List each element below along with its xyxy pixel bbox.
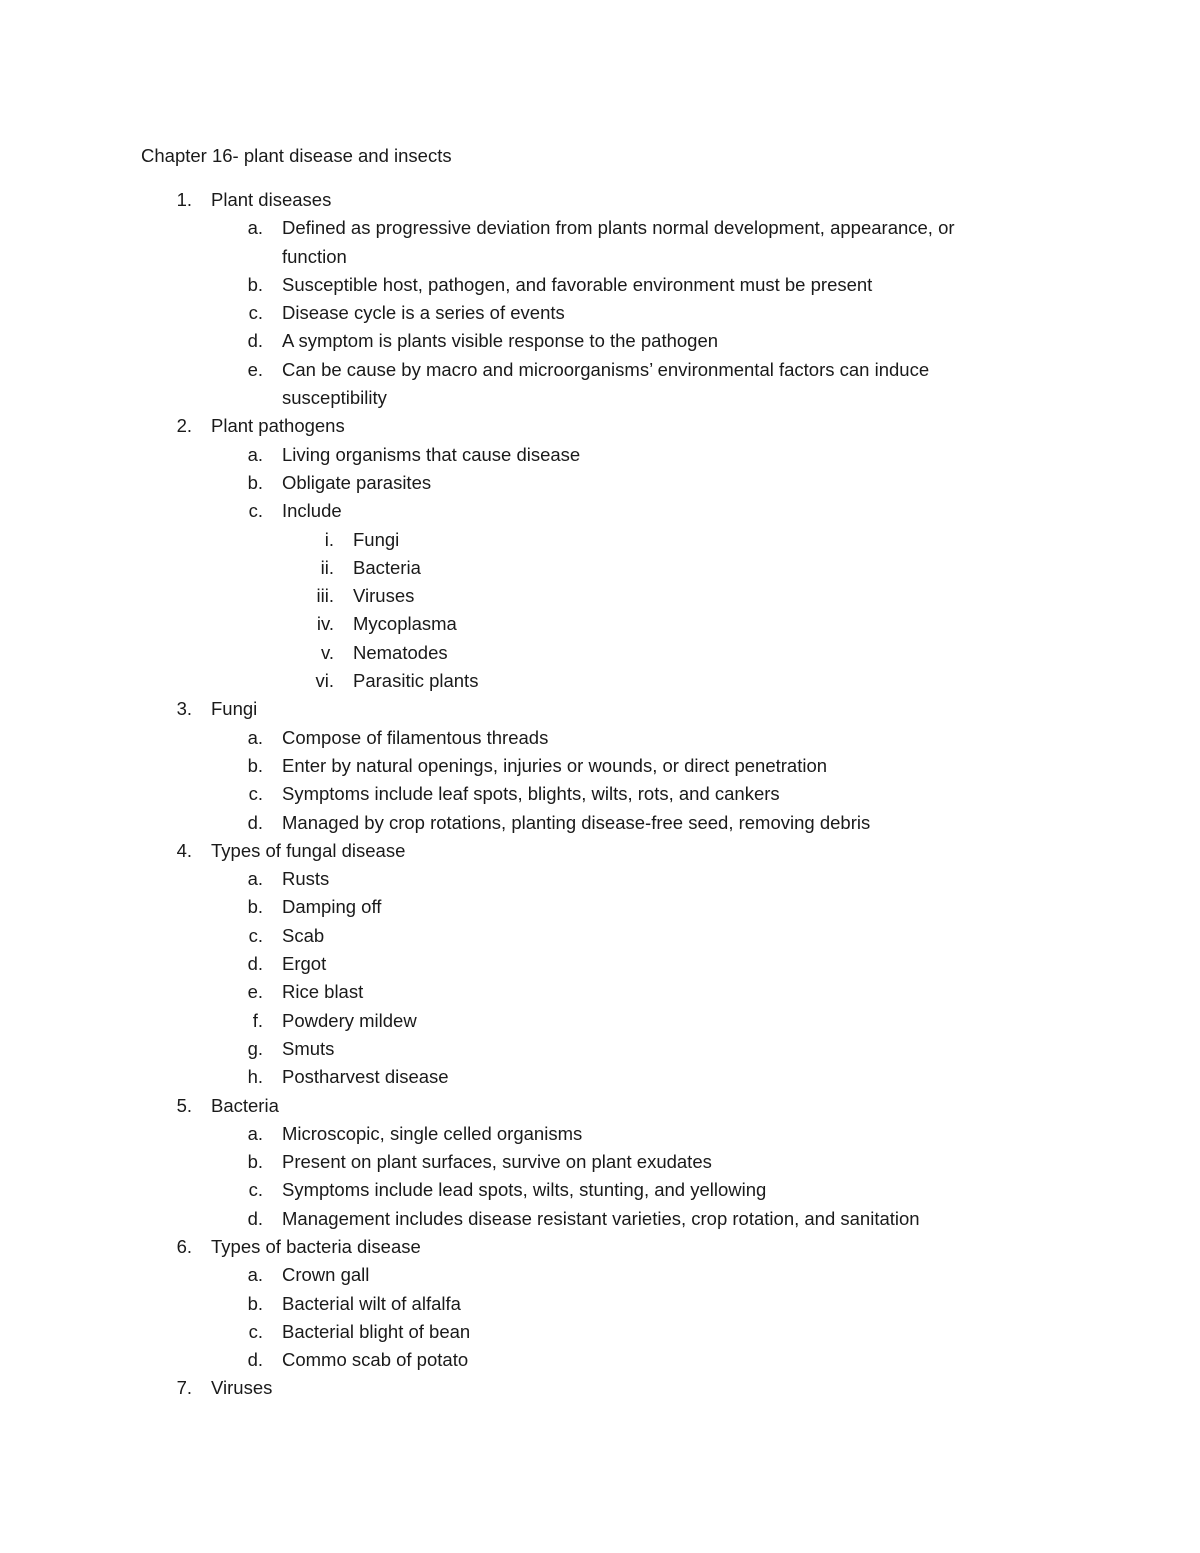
section-heading <box>0 1092 1200 1120</box>
list-item <box>0 1261 1200 1289</box>
list-item-text: Crown gall <box>282 1264 370 1286</box>
list-item <box>0 893 1200 921</box>
list-item-text: Symptoms include lead spots, wilts, stunting, and yellowing <box>282 1179 767 1201</box>
list-marker: 3. <box>176 698 192 720</box>
list-marker: b. <box>247 471 263 493</box>
list-marker: 2. <box>176 415 192 437</box>
sub-list-item-text: Fungi <box>353 528 400 550</box>
list-marker: d. <box>247 330 263 352</box>
sub-list-item <box>0 667 1200 695</box>
list-item <box>0 809 1200 837</box>
list-marker: b. <box>247 754 263 776</box>
list-marker: c. <box>248 924 263 946</box>
sub-list-item <box>0 639 1200 667</box>
list-item-text: Disease cycle is a series of events <box>282 302 565 324</box>
section-label: Plant pathogens <box>211 415 345 437</box>
list-marker: h. <box>247 1066 263 1088</box>
list-marker: a. <box>247 217 263 239</box>
list-marker: f. <box>252 1009 263 1031</box>
section-heading <box>0 1374 1200 1402</box>
list-item-text: Rice blast <box>282 981 364 1003</box>
list-item-text: Bacterial wilt of alfalfa <box>282 1292 461 1314</box>
list-item-text: Microscopic, single celled organisms <box>282 1122 583 1144</box>
list-marker: 5. <box>176 1094 192 1116</box>
list-item <box>0 469 1200 497</box>
list-item-text: Bacterial blight of bean <box>282 1320 471 1342</box>
section-heading <box>0 412 1200 440</box>
list-marker: d. <box>247 1349 263 1371</box>
list-item-text: Postharvest disease <box>282 1066 449 1088</box>
list-item <box>0 299 1200 327</box>
list-item <box>0 978 1200 1006</box>
list-item-text: Management includes disease resistant varieties, crop rotation, and sanitation <box>282 1207 920 1229</box>
list-item-text: Can be cause by macro and microorganisms’ environmental factors can induce susceptibility <box>282 358 930 409</box>
list-item <box>0 780 1200 808</box>
outline-list <box>0 186 1200 1403</box>
sub-list-item <box>0 526 1200 554</box>
list-item <box>0 356 1200 413</box>
list-marker: ii. <box>320 556 334 578</box>
list-marker: c. <box>248 1320 263 1342</box>
list-item-text: Present on plant surfaces, survive on plant exudates <box>282 1151 712 1173</box>
section-label: Types of fungal disease <box>211 839 406 861</box>
sub-list-item <box>0 582 1200 610</box>
list-item-text: Ergot <box>282 953 327 975</box>
list-item-text: A symptom is plants visible response to the pathogen <box>282 330 719 352</box>
list-item <box>0 1035 1200 1063</box>
list-marker: a. <box>247 443 263 465</box>
list-marker: 7. <box>176 1377 192 1399</box>
list-item <box>0 865 1200 893</box>
list-marker: 6. <box>176 1235 192 1257</box>
list-item-text: Symptoms include leaf spots, blights, wilts, rots, and cankers <box>282 783 780 805</box>
list-item <box>0 271 1200 299</box>
list-item <box>0 1290 1200 1318</box>
list-item <box>0 752 1200 780</box>
section-label: Types of bacteria disease <box>211 1235 421 1257</box>
list-marker: e. <box>247 358 263 380</box>
list-marker: i. <box>324 528 334 550</box>
list-marker: b. <box>247 896 263 918</box>
list-marker: a. <box>247 868 263 890</box>
list-item-text: Powdery mildew <box>282 1009 417 1031</box>
list-marker: d. <box>247 811 263 833</box>
list-item <box>0 1148 1200 1176</box>
list-marker: iv. <box>316 613 334 635</box>
list-item <box>0 1318 1200 1346</box>
list-marker: c. <box>248 500 263 522</box>
sub-list-item-text: Viruses <box>353 585 415 607</box>
list-item <box>0 497 1200 525</box>
sub-list-item-text: Parasitic plants <box>353 670 479 692</box>
list-marker: c. <box>248 1179 263 1201</box>
list-marker: d. <box>247 953 263 975</box>
section-label: Fungi <box>211 698 258 720</box>
list-item-text: Defined as progressive deviation from plants normal development, appearance, or function <box>282 217 955 267</box>
section-heading <box>0 695 1200 723</box>
list-item <box>0 1063 1200 1091</box>
list-item-text: Living organisms that cause disease <box>282 443 581 465</box>
section-label: Plant diseases <box>211 189 332 210</box>
list-item-text: Managed by crop rotations, planting disease-free seed, removing debris <box>282 811 871 833</box>
sub-list-item-text: Mycoplasma <box>353 613 457 635</box>
list-item <box>0 1176 1200 1204</box>
list-marker: b. <box>247 273 263 295</box>
list-marker: a. <box>247 1122 263 1144</box>
list-item-text: Susceptible host, pathogen, and favorable environment must be present <box>282 273 873 295</box>
list-marker: g. <box>247 1037 263 1059</box>
list-marker: iii. <box>316 585 334 607</box>
list-item-text: Scab <box>282 924 325 946</box>
list-marker: c. <box>248 302 263 324</box>
list-item <box>0 1007 1200 1035</box>
section-heading <box>0 837 1200 865</box>
list-item <box>0 1120 1200 1148</box>
list-marker: v. <box>320 641 334 663</box>
sub-list-item-text: Nematodes <box>353 641 448 663</box>
list-marker: 1. <box>176 189 192 210</box>
list-item <box>0 922 1200 950</box>
list-marker: a. <box>247 726 263 748</box>
list-marker: b. <box>247 1151 263 1173</box>
page-title: Chapter 16- plant disease and insects <box>141 145 452 166</box>
section-label: Viruses <box>211 1377 273 1399</box>
list-item-text: Include <box>282 500 342 522</box>
section-label: Bacteria <box>211 1094 279 1116</box>
list-marker: vi. <box>315 670 334 692</box>
list-marker: 4. <box>176 839 192 861</box>
sub-list-item <box>0 554 1200 582</box>
list-marker: d. <box>247 1207 263 1229</box>
list-item <box>0 724 1200 752</box>
list-item <box>0 950 1200 978</box>
list-marker: a. <box>247 1264 263 1286</box>
list-item-text: Compose of filamentous threads <box>282 726 549 748</box>
section-heading <box>0 1233 1200 1261</box>
list-item-text: Enter by natural openings, injuries or wounds, or direct penetration <box>282 754 828 776</box>
sub-list-item <box>0 610 1200 638</box>
list-item <box>0 441 1200 469</box>
list-item <box>0 327 1200 355</box>
list-marker: e. <box>247 981 263 1003</box>
list-marker: c. <box>248 783 263 805</box>
list-item <box>0 1346 1200 1374</box>
list-item-text: Smuts <box>282 1037 335 1059</box>
list-marker: b. <box>247 1292 263 1314</box>
list-item <box>0 214 1200 271</box>
list-item-text: Commo scab of potato <box>282 1349 469 1371</box>
list-item-text: Obligate parasites <box>282 471 432 493</box>
list-item-text: Rusts <box>282 868 330 890</box>
list-item-text: Damping off <box>282 896 382 918</box>
sub-list-item-text: Bacteria <box>353 556 421 578</box>
list-item <box>0 1205 1200 1233</box>
section-heading <box>0 186 1200 214</box>
